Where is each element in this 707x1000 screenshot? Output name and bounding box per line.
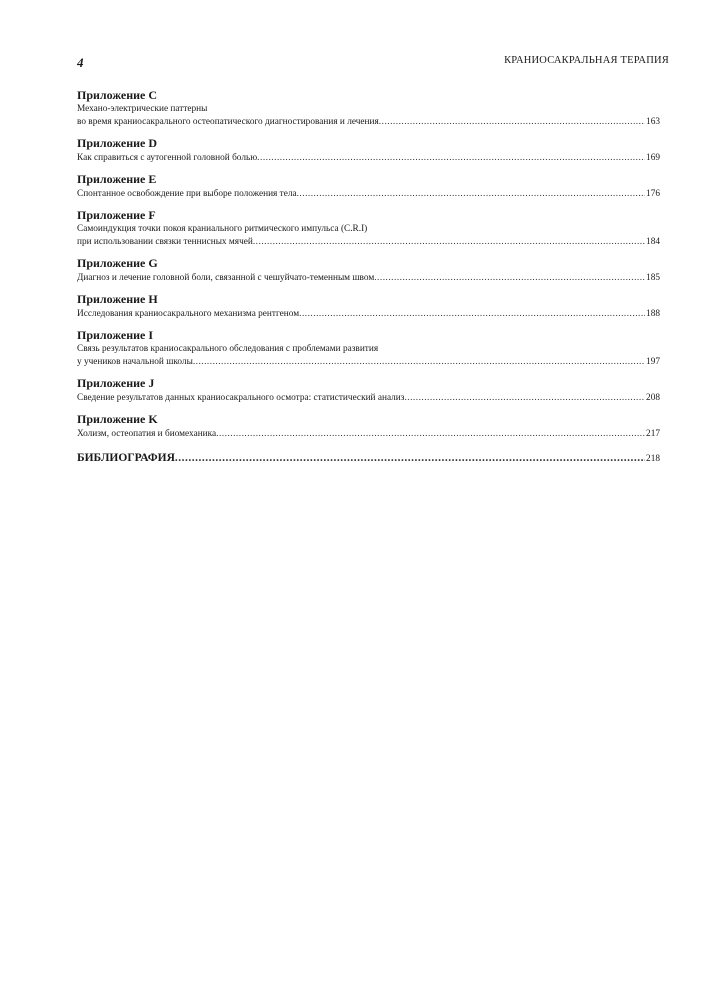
dot-leader [257,151,645,165]
toc-entry-subtitle-line: Связь результатов краниосакрального обследования с проблемами развития [77,344,379,354]
toc-entry-text: у учеников начальной школы [77,357,193,367]
toc-entry-appendix-i[interactable] [77,328,660,369]
toc-page-number: 163 [646,117,660,127]
dot-leader [253,235,645,249]
page-number: 4 [77,55,84,70]
toc-entry-leader-line [77,271,660,285]
toc-entry-leader-line [77,391,660,405]
toc-entry-subtitle-line: Механо-электрические паттерны [77,104,208,114]
dot-leader [193,355,645,369]
toc-entry-appendix-e[interactable] [77,172,660,201]
toc-page-number: 184 [646,237,660,247]
toc-entry-leader-line [77,355,660,369]
toc-entry-leader-line [77,151,660,165]
toc-entry-title: Приложение F [77,208,156,222]
toc-entry-appendix-j[interactable] [77,376,660,405]
dot-leader [379,115,645,129]
toc-entry-title: Приложение G [77,256,158,270]
toc-entry-leader-line [77,187,660,201]
toc-page-number: 217 [646,429,660,439]
table-of-contents [77,88,660,467]
toc-entry-text: Сведение результатов данных краниосакрального осмотра: статистический анализ [77,393,405,403]
toc-entry-text: во время краниосакрального остеопатического диагностирования и лечения [77,117,379,127]
toc-entry-appendix-d[interactable] [77,136,660,165]
toc-entry-leader-line [77,235,660,249]
toc-entry-appendix-g[interactable] [77,256,660,285]
toc-page-number: 197 [646,357,660,367]
dot-leader [175,451,645,466]
dot-leader [374,271,645,285]
running-title: КРАНИОСАКРАЛЬНАЯ ТЕРАПИЯ [504,55,669,66]
toc-entry-appendix-c[interactable] [77,88,660,129]
toc-entry-title: Приложение J [77,376,155,390]
dot-leader [216,427,645,441]
dot-leader [297,187,645,201]
toc-entry-bibliography[interactable] [77,451,660,467]
toc-page-number: 188 [646,309,660,319]
toc-page-number: 218 [646,454,660,464]
toc-entry-text: Исследования краниосакрального механизма рентгеном [77,309,300,319]
toc-entry-leader-line [77,307,660,321]
bibliography-label: БИБЛИОГРАФИЯ [77,452,175,464]
toc-entry-title: Приложение C [77,88,158,102]
toc-entry-leader-line [77,427,660,441]
toc-entry-title: Приложение E [77,172,157,186]
toc-page-number: 185 [646,273,660,283]
toc-entry-appendix-f[interactable] [77,208,660,249]
toc-page-number: 176 [646,189,660,199]
toc-page-number: 169 [646,153,660,163]
toc-entry-leader-line [77,451,660,467]
toc-page-number: 208 [646,393,660,403]
toc-entry-text: Спонтанное освобождение при выборе положения тела [77,189,297,199]
page-header [77,55,669,71]
toc-entry-leader-line [77,115,660,129]
toc-entry-appendix-h[interactable] [77,292,660,321]
toc-entry-text: Диагноз и лечение головной боли, связанной с чешуйчато-теменным швом [77,273,375,283]
toc-entry-text: Как справиться с аутогенной головной болью [77,153,258,163]
toc-entry-subtitle-line: Самоиндукция точки покоя краниального ритмического импульса (C.R.I) [77,224,368,234]
toc-entry-title: Приложение D [77,136,158,150]
dot-leader [404,391,645,405]
toc-entry-title: Приложение K [77,412,158,426]
toc-entry-text: Холизм, остеопатия и биомеханика [77,429,217,439]
toc-entry-title: Приложение I [77,328,154,342]
toc-entry-title: Приложение H [77,292,158,306]
toc-entry-appendix-k[interactable] [77,412,660,441]
dot-leader [299,307,645,321]
toc-entry-text: при использовании связки теннисных мячей [77,237,253,247]
